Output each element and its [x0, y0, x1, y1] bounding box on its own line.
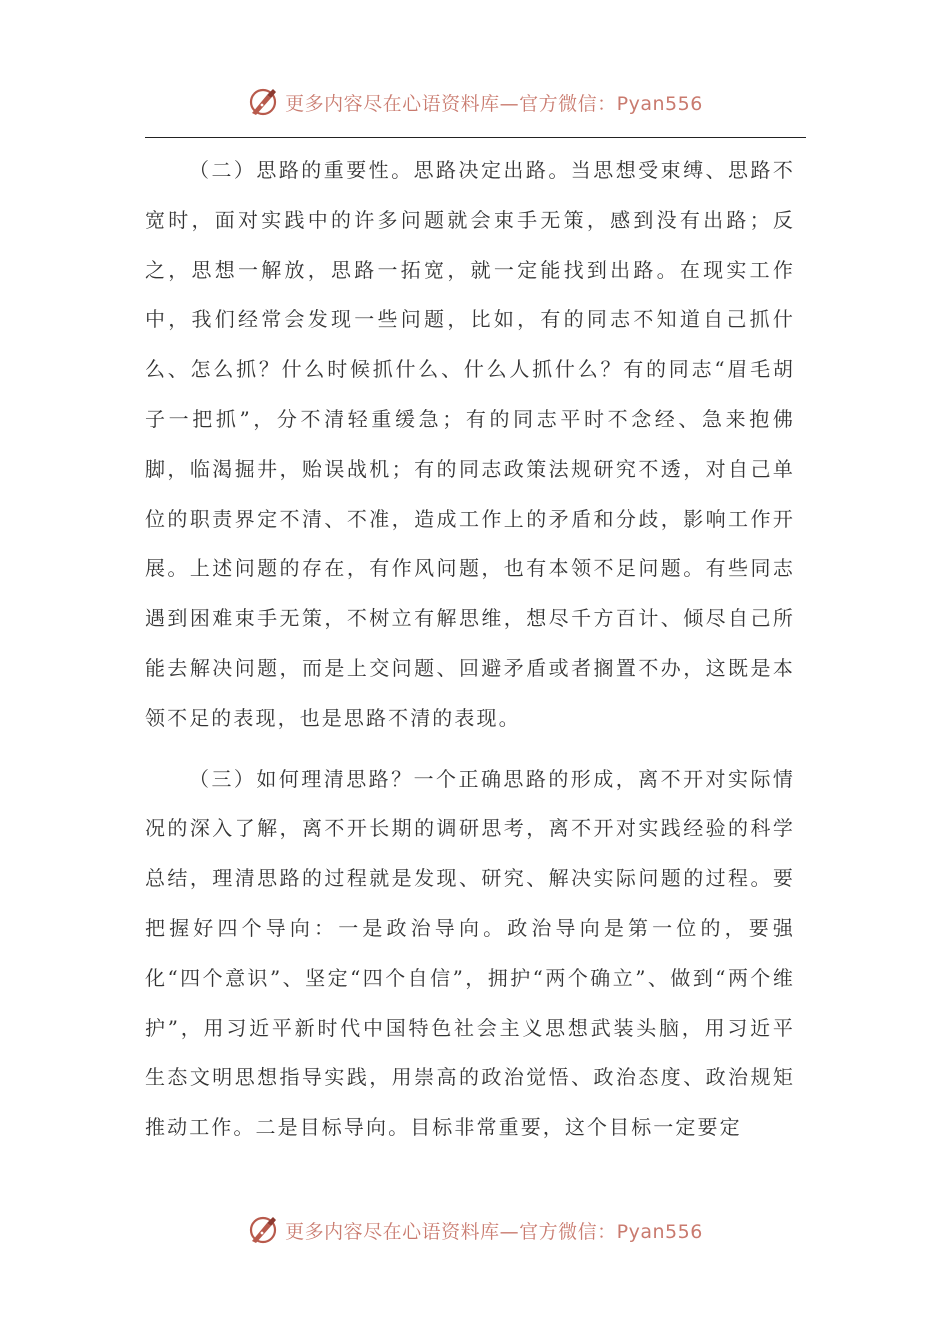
- paragraph: （二）思路的重要性。思路决定出路。当思想受束缚、思路不宽时，面对实践中的许多问题就会束手无策，感到没有出路；反之，思想一解放，思路一拓宽，就一定能找到出路。在现实工作中，我们经常会发现一些问题，比如，有的同志不知道自己抓什么、怎么抓？什么时候抓什么、什么人抓什么？有的同志“眉毛胡子一把抓”，分不清轻重缓急；有的同志平时不念经、急来抱佛脚，临渴掘井，贻误战机；有的同志政策法规研究不透，对自己单位的职责界定不清、不准，造成工作上的矛盾和分歧，影响工作开展。上述问题的存在，有作风问题，也有本领不足问题。有些同志遇到困难束手无策，不树立有解思维，想尽千方百计、倾尽自己所能去解决问题，而是上交问题、回避矛盾或者搁置不办，这既是本领不足的表现，也是思路不清的表现。: [145, 158, 795, 730]
- header-banner-text: 更多内容尽在心语资料库—官方微信：Pyan556: [285, 92, 703, 115]
- header-banner-content: [247, 86, 703, 118]
- pen-nib-circle-icon: [247, 86, 279, 118]
- paragraph: （三）如何理清思路？一个正确思路的形成，离不开对实际情况的深入了解，离不开长期的调研思考，离不开对实践经验的科学总结，理清思路的过程就是发现、研究、解决实际问题的过程。要把握好四个导向：一是政治导向。政治导向是第一位的，要强化“四个意识”、坚定“四个自信”，拥护“两个确立”、做到“两个维护”，用习近平新时代中国特色社会主义思想武装头脑，用习近平生态文明思想指导实践，用崇高的政治觉悟、政治态度、政治规矩推动工作。二是目标导向。目标非常重要，这个目标一定要定: [145, 766, 795, 1140]
- footer-banner: [0, 1208, 950, 1252]
- header-divider: [145, 137, 806, 138]
- header-banner: [0, 80, 950, 124]
- footer-banner-content: [247, 1214, 703, 1246]
- document-body: [145, 146, 795, 1153]
- footer-banner-text: 更多内容尽在心语资料库—官方微信：Pyan556: [285, 1220, 703, 1243]
- pen-nib-circle-icon: [247, 1214, 279, 1246]
